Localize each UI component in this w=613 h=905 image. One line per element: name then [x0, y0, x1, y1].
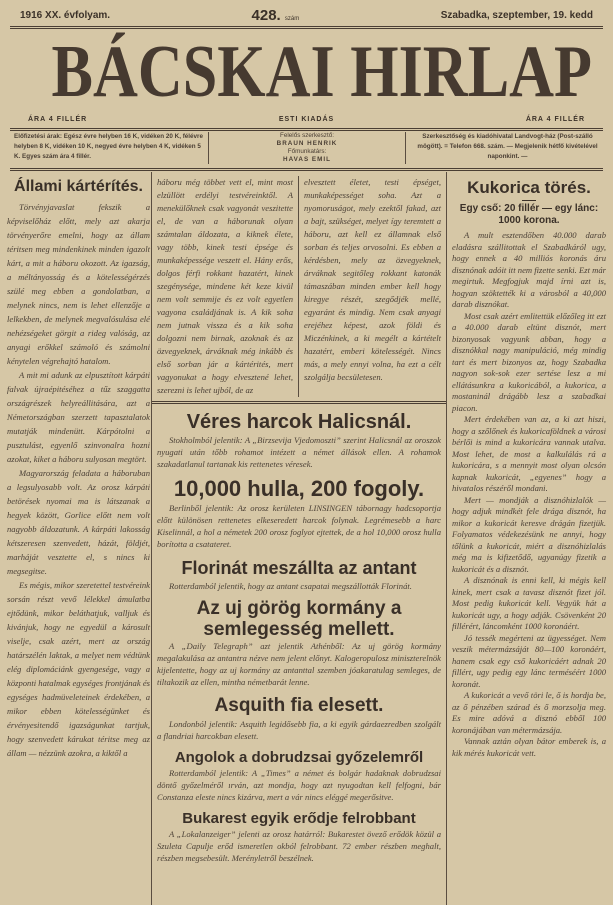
headline: Bukarest egyik erődje felrobbant	[182, 810, 416, 827]
coworker-name: HAVAS EMIL	[283, 156, 331, 163]
story-text: Rotterdamból jelentik: A „Times” a német és bolgár hadaknak dobrudzsai döntő győzelméről ırván, azt mondja, hogy azt nyugodtan kell felfogni, bár Constanza eleste nincs kizárva, mert a vár nincs eléggé megerősitve.	[157, 768, 441, 802]
headline: Állami kártérítés.	[14, 178, 143, 195]
paragraph: A kukoricát a vevő töri le, ő is hordja be, az ő pénzében szárad és ő morzsolja meg. Es mire adóvá a disznó ebből 100 koronájában van métermázsája.	[452, 690, 606, 735]
paragraph: Vannak aztán olyan bátor emberek is, a kik mérés kukoricát vett.	[452, 736, 606, 758]
office-info: Szerkesztőség és kiadóhivatal Landvogt-ház (Post-szálló mögött). = Telefon 668. szám. — Megjelenik hétfő kivételével naponkint. —	[417, 133, 598, 160]
article-continuation-col1: háboru még többet vett el, mint most elzüllött erdélyi testvéreinktől. A menekülőknek csak vagyonát veszitette el, de van a háborunak olyan számtalan áldozata, a kiknek élete, vagy több, kinek testi épsége és munkaképessége veszett el. Hány erős, dolgos férfi rokkant hazatért, kinek szegénysége, mindene két keze kivül nem volt semmije és ez volt egyetlen vagyona családjának is. A kik soha nem jutnak vissza és a kik soha dolgozni nem birnak, azoknak és az özvegyeknek, árváknak még inkább és első sorban jár a kártérités, mert vagyonukat a hogy elvesztené lehet, szerezni is lehet ujból, de az	[152, 176, 299, 397]
paragraph: A mult esztendőben 40.000 darab eladásra szállitottak el Szabadkáról ugy, hogy ennek a 40 milliós koronás áru disznónak adóit itt nem fizette senki. Ezt már megirtuk. Megfogjuk majd írni azt is, hogyan szöktették ki a városból a 40,000 darab disznókat.	[452, 230, 606, 309]
story	[157, 410, 441, 470]
divider	[152, 401, 446, 404]
paragraph: Most csak azért emlitettük előzőleg itt ezt a 40.000 darab eltünt disznót, mert bizonyosak vagyunk abban, hogy a disznókkal nagy manipuláció, még mindig tart és mert bizonyos az, hogy Szabadka nagyon sok-sok ezer sertése lesz a mi ellátásunkra a kukoricából, a kukorica, a mostaninál drágább lesz a szabadkai piacon.	[452, 310, 606, 413]
headline: Véres harcok Halicsnál.	[186, 411, 412, 433]
paragraph: A disznónak is enni kell, ki mégis kell kinek, mert csak a tavasz disznót fizet jól. Most pedig kukoricát kell. Vegyük hát a kukoricát ugy, a hogy adják. Csövenként 20 fillérért, láncomként 1000 koronáért.	[452, 575, 606, 631]
article-continuation-col2: elvesztett életet, testi épséget, munkaképességet soha. Azt a nyomoruságot, mely ezektől fakad, azt a bajt, szükséget, melyet így teremtett a háboru, azt kell ez államnak első sorban és teljes orvosolni. Es ebben a kérdésben, mely az özvegyeknek, árváknak segitőleg rokkant katonák támaszában minden ember kell hogy kiregye részét, szegődjék mellé, egyaránt és mindig. Nem csak anyagi erejéhez képest, azok földi és Miczénkinek, a ki megélt a kártételt hazatért, emberi kötelességét. Nincs más, a mely ennyi volna, ha ezt a célt szolgálja becsületesen.	[304, 177, 441, 382]
masthead-title: BÁCSKAI HIRLAP	[51, 31, 593, 113]
paragraph: Es mégis, mikor szeretettel testvéreink sorsán részt vevő lélekkel ámulatba ejtődünk, mikor beláthatjuk, valljuk és kivánjuk, hogy ne egyedül a károsult viselje, csak azért, mert az ország határszélén laktak, a melyet nem védtünk elég diplomáciánk gyengesége, vagy a központi hatalmak egységes frontjának és egységes hadmüveleteinek érdekében, a mikor ebben kötelességünket és érvényesitendő igazságunkat tartjuk, hogy szenvedett kárukat téritse meg az állam — nézzünk azokra, a kiktől a	[7, 580, 150, 758]
divider	[522, 200, 536, 201]
headline: Florinát meszállta az antant	[181, 558, 417, 578]
issue-number: 428. szám	[251, 6, 300, 24]
divider	[10, 168, 603, 171]
story	[157, 748, 441, 803]
paragraph: Törvényjavaslat fekszik a képviselőház előtt, mely azt akarja törvényerőre emelni, hogy az állam téritsen meg mindenkinek minden igazolt kárt, a mit a háboru okozott. Az igazság, a méltányosság és a kötelességérzés szülé meg ebben a gondolatban, a melynek nincs, nem is lehet ellenzője a lelkekben, de melynek megvalósulása elé nehézségeket görgit a rideg valóság, az anyagi erőkkel számoló és számolni kénytelen végrehajtó hatalom.	[7, 202, 150, 366]
story-text: Berlinből jelentik: Az orosz kerületen LINSINGEN tábornagy hadcsoportja előtt különösen rettenetes elkeseredett harcok folynak. Legrémesebb a harc Kiselinnál, a hol a németek 200 orosz foglyot ejtettek, de a hol 10,000 orosz hulla borította a csatateret.	[157, 503, 441, 549]
story	[157, 476, 441, 550]
story	[157, 598, 441, 688]
article-continuation	[152, 176, 446, 397]
paragraph: Jó tessék megérteni az ügyességet. Nem veszik métermázsáját 80—100 koronáért, hanem csak egy cső kukoricáért adnak 20 fillért, ugy pedig egy lánc terméséért 1000 koronát.	[452, 632, 606, 689]
paragraph: Mert — mondják a disznóhizlalók — hogy adjuk mindkét fele drága disznót, ha mikor a kukoricát keresve drágán fizetjük. Folyamatos védekezésünk ne annyi, hogy tőlünk a kukoricát, miért a disznóhizlalás még ma is kifizetődő, ugyanúgy fizetik a kukoricát és a disznót.	[452, 494, 606, 574]
volume: 1916 XX. évfolyam.	[20, 9, 111, 21]
price-left: ÁRA 4 FILLÉR	[28, 116, 88, 123]
headline: 10,000 hulla, 200 fogoly.	[173, 476, 425, 501]
subheadline: Egy cső: 20 fillér — egy lánc: 1000 korona.	[459, 203, 599, 226]
editor-name: BRAUN HENRIK	[276, 140, 338, 147]
article-allami-karterites	[7, 175, 150, 760]
story	[157, 556, 441, 592]
divider	[405, 132, 406, 164]
headline: Angolok a dobrudzsai győzelemről	[174, 749, 424, 766]
middle-section	[152, 176, 446, 864]
subscription-info: Előfizetési árak: Egész évre helyben 16 K, vidéken 20 K, félévre helyben 8 K, vidéken 10 K, negyed évre helyben 4 K, vidéken 5 K. Egyes szám ára 4 fillér.	[14, 133, 203, 160]
dateline	[20, 8, 593, 22]
story-text: Stokholmból jelentik: A „Birzsevija Vjedomoszti” szerint Halicsnál az oroszok nyugati után tőbb rohamot intézett a német állások ellen. A rohamok szakadatlanul tartanak kis rettenetes véresek.	[157, 435, 441, 469]
story-text: Rotterdamból jelentik, hogy az antant csapatai megszállották Florinát.	[169, 581, 412, 591]
edition-label: ESTI KIADÁS	[278, 116, 335, 123]
paragraph: Mert érdekében van az, a ki azt hiszi, hogy a szőlőnek és kukoricaföldnek a városi bérlői is mind a kukoricára vannak utalva. Most lehet, de most a kalkulálás rá a kukoricára, s a mennyit most olyan olcsón kapnak kukoricát, „egyenes” hogy a hivatalos részéről mondani.	[452, 414, 606, 493]
story-text: A „Lokalanzeiger” jelenti az orosz határról: Bukarestet övező erődök közül a Szuleta Capulje erőd ismeretlen okból felrobbant. 72 ember részben meghalt, részben megsebesült. Merényletről beszélnek.	[157, 829, 441, 863]
article-kukorica-tores	[452, 175, 606, 759]
headline: Az uj görög kormány a semlegesség mellett.	[196, 598, 402, 640]
divider	[10, 128, 603, 131]
price-right: ÁRA 4 FILLÉR	[525, 116, 585, 123]
story	[157, 694, 441, 742]
place-date: Szabadka, szeptember, 19. kedd	[440, 9, 593, 21]
headline: Kukorica törés.	[467, 178, 591, 197]
story-text: A „Daily Telegraph” azt jelentik Athénből: Az uj görög kormány megalakulása az antantra nézve nem jelent előnyt. Kalogeropulosz miniszterelnök kijelentette, hogy az uj kormány az antanttal szemben jóakaratulag semleges, de tiltakozik az ellen, mintha németbarát lenne.	[157, 641, 441, 687]
editor-label: Felelős szerkesztő:	[280, 132, 334, 139]
story-text: Londonból jelentik: Asquith legidősebb fia, a ki egyik gárdaezredben szolgált a flandriai harcokban elesett.	[157, 719, 441, 741]
divider	[208, 132, 209, 164]
paragraph: Magyarország feladata a háboruban a legsulyosabb volt. Az orosz kárpáti betörések nyomai ma is látszanak a hegyek között, Gorlice előtt nem volt nagyobb áldozatunk. A kárpáti lakosság kétszeresen szenvedett, házát, földjét, marháját vesztette el, s nincs ki megsegitse.	[7, 468, 150, 576]
news-stories	[152, 410, 446, 864]
coworker-label: Főmunkatárs:	[287, 148, 327, 155]
column-rule	[446, 172, 447, 905]
paragraph: A mit mi adunk az elpusztított kárpáti falvak újraépitéséhez a tűz szaggatta országrészek helyreállitására, azt a Németországban szerzett tapasztalatok mutatják mindenütt. Kárpótolni a pusztulást, egyenlő szinvonalra hozni azokat, kiket a háboru sulyosan megtört.	[7, 370, 150, 464]
story	[157, 809, 441, 864]
headline: Asquith fia elesett.	[214, 695, 384, 716]
masthead	[0, 28, 613, 116]
editors	[212, 132, 402, 164]
